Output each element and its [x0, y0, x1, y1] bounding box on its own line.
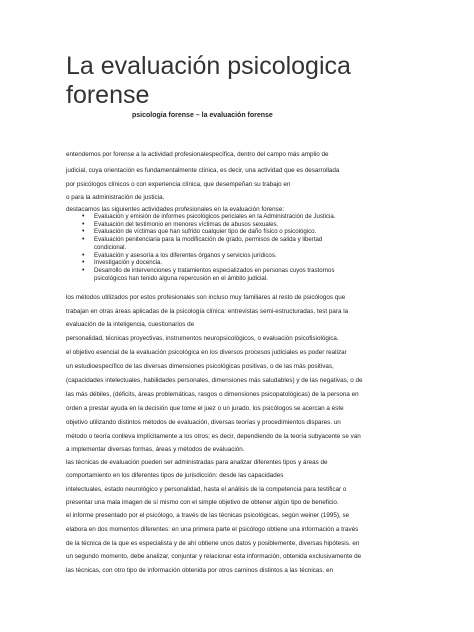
text-line: trabajan en otras áreas aplicadas de la psicología clínica: entrevistas semi-estructuradas, test para la — [66, 308, 349, 315]
text-line: las técnicas, con otro tipo de información obtenida por otros caminos distintos a las técnicas. en — [66, 567, 334, 574]
list-item: • Evaluación de víctimas que han sufrido cualquier tipo de daño físico o psicológico. — [82, 228, 336, 236]
text-line: (capacidades intelectuales, habilidades personales, dimensiones más saludables) y de las negativas, o de — [66, 377, 363, 384]
text-line: por psicólogos clínicos o con experiencia clínica, que desempeñan su trabajo en — [66, 181, 291, 188]
text-line: presentar una mala imagen de sí mismo con el simple objetivo de obtener algún tipo de beneficio. — [66, 499, 339, 506]
text-line: las más débiles, (déficits, áreas problemáticas, rasgos o dimensiones psicopatológicas) de la persona en — [66, 391, 359, 398]
text-line: comportamiento en los diferentes tipos de jurisdicción: desde las capacidades — [66, 472, 284, 479]
text-line: el informe presentado por el psicólogo, a través de las técnicas psicológicas, según weiner (1995), se — [66, 512, 350, 519]
text-line: judicial, cuya orientación es fundamentalmente clínica, es decir, una actividad que es desarrollada — [66, 167, 340, 174]
list-item: • Investigación y docencia. — [82, 259, 336, 267]
text-line: un segundo momento, debe analizar, conjuntar y relacionar esta información, obtenida exclusivamente de — [66, 553, 362, 560]
activities-list — [82, 213, 336, 282]
text-line: destacamos las siguientes actividades profesionales en la evaluación forense: — [66, 206, 285, 213]
list-item: • Evaluación del testimonio en menores víctimas de abusos sexuales. — [82, 221, 336, 229]
text-line: método o teoría conlleva implícitamente a los otros; es decir, dependiendo de la teoría subyacente se van — [66, 433, 361, 440]
list-item: • Evaluación y emisión de informes psicológicos periciales en la Administración de Justicia. — [82, 213, 336, 221]
text-line: personalidad, técnicas proyectivas, instrumentos neuropsicológicos, o evaluación psicofisiológica. — [66, 335, 339, 342]
text-line: o para la administración de justicia. — [66, 194, 165, 201]
text-line: el objetivo esencial de la evaluación psicológica en los diversos procesos judiciales es poder realizar — [66, 349, 347, 356]
text-line: los métodos utilizados por estos profesionales son incluso muy familiares al resto de psicólogos que — [66, 294, 346, 301]
list-item: • Evaluación penitenciaria para la modificación de grado, permisos de salida y libertad — [82, 236, 336, 244]
list-item: condicional. — [94, 243, 127, 251]
text-line: de la técnica de la que es especialista y de ahí obtiene unos datos y posiblemente, diversas hipótesis. en — [66, 540, 360, 547]
text-line: evaluación de la inteligencia, cuestionarios de — [66, 321, 195, 328]
list-item: • Desarrollo de intervenciones y tratamientos especializados en personas cuyos trastornos — [82, 267, 336, 275]
document-title: La evaluación psicologica forense — [66, 52, 351, 109]
document-subtitle: psicologia forense – la evaluación forense — [132, 112, 273, 119]
text-line: entendemos por forense a la actividad profesionalespecífica, dentro del campo más amplio de — [66, 151, 329, 158]
text-line: elabora en dos momentos diferentes: en una primera parte el psicólogo obtiene una información a través — [66, 526, 359, 533]
text-line: orden a prestar ayuda en la decisión que tome el juez o un jurado. los psicólogos se acercan a este — [66, 405, 344, 412]
text-line: las técnicas de evaluación pueden ser administradas para analizar diferentes tipos y áreas de — [66, 459, 328, 466]
text-line: objetivo utilizando distintos métodos de evaluación, diversas teorías y procedimientos dispares. un — [66, 419, 341, 426]
text-line: un estudioespecífico de las diversas dimensiones psicológicas positivas, o de las más positivas, — [66, 363, 334, 370]
text-line: a implementar diversas formas, áreas y métodos de evaluación. — [66, 446, 245, 453]
list-item: • Evaluación y asesoría a los diferentes órganos y servicios jurídicos. — [82, 252, 336, 260]
list-item: psicológicos han tenido alguna repercusión en el ámbito judicial. — [94, 274, 268, 282]
text-line: intelectuales, estado neurológico y personalidad, hasta el análisis de la competencia para testificar o — [66, 486, 347, 493]
